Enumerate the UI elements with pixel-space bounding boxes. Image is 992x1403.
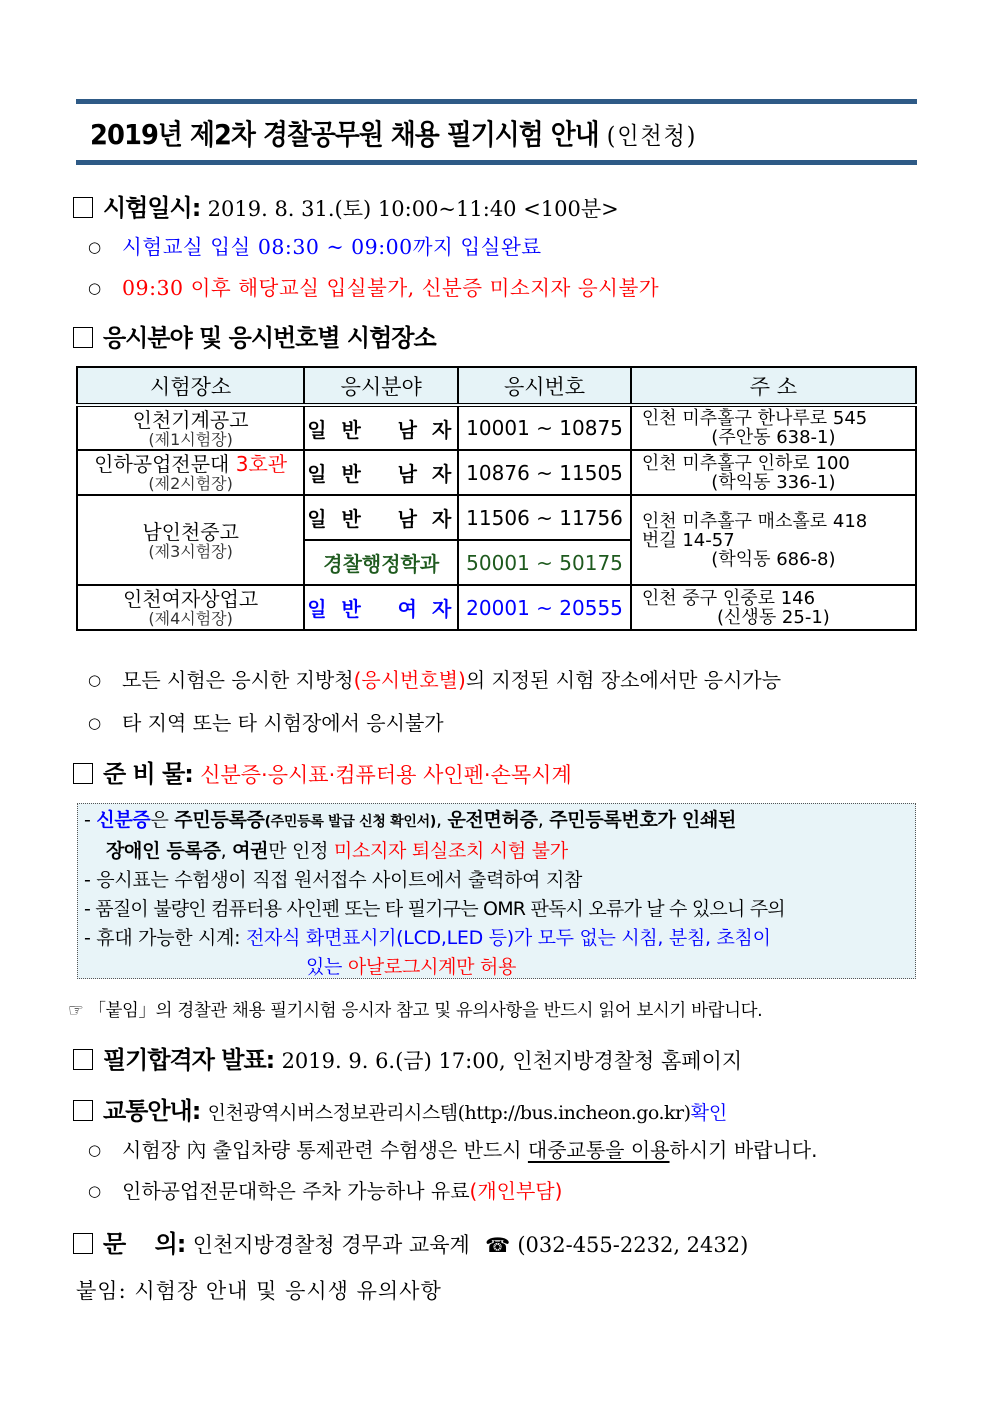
venue-name-text: 인하공업전문대 xyxy=(94,452,230,476)
bullet-text: 09:30 이후 해당교실 입실불가, 신분증 미소지자 응시불가 xyxy=(122,276,660,300)
column-header-address: 주 소 xyxy=(631,367,916,405)
bullet-text: 모든 시험은 응시한 지방청 xyxy=(122,668,354,692)
transport-bullet-public xyxy=(88,1134,817,1163)
address-dong: (주안동 638-1) xyxy=(711,427,836,448)
watch-allowed: 아날로그시계만 허용 xyxy=(347,956,517,978)
bullet-text-end: 하시기 바랍니다. xyxy=(669,1138,818,1162)
address-cell xyxy=(631,495,916,585)
term-disability-card: 장애인 등록증 xyxy=(106,840,221,862)
category-cell: 일 반 남 자 xyxy=(304,405,458,450)
section-heading: 응시분야 및 응시번호별 시험장소 xyxy=(103,324,436,352)
address-line: 인천 중구 인중로 146 xyxy=(641,587,816,609)
numbers-cell: 20001 ~ 20555 xyxy=(458,585,631,630)
bullet-text-end: 의 지정된 시험 장소에서만 응시가능 xyxy=(465,668,782,692)
venue-cell xyxy=(77,495,304,585)
address-dong: (신생동 25-1) xyxy=(717,606,830,628)
text: , xyxy=(435,809,448,831)
table-row xyxy=(77,405,916,450)
transport-value: 인천광역시버스정보관리시스템(http://bus.incheon.go.kr) xyxy=(207,1102,691,1124)
venue-sub: (제3시험장) xyxy=(148,541,233,561)
venue-name xyxy=(78,453,303,475)
document-title-block xyxy=(76,99,917,165)
note-pen: - 품질이 불량인 컴퓨터용 사인펜 또는 타 필기구는 OMR 판독시 오류가 날 수 있으니 주의 xyxy=(84,898,785,920)
column-header-numbers: 응시번호 xyxy=(458,367,631,405)
circle-bullet-icon: ○ xyxy=(88,1141,102,1159)
venue-sub: (제2시험장) xyxy=(148,474,233,493)
supplies-value: 신분증·응시표·컴퓨터용 사인펜·손목시계 xyxy=(200,763,572,787)
section-heading: 필기합격자 발표: xyxy=(103,1046,275,1074)
column-header-category: 응시분야 xyxy=(304,367,458,405)
address-line: 인천 미추홀구 매소홀로 418 xyxy=(641,510,868,532)
bullet-highlight: (응시번호별) xyxy=(353,668,466,692)
term-drivers-license: 운전면허증 xyxy=(447,809,538,831)
circle-bullet-icon: ○ xyxy=(88,238,102,256)
address-line: 인천 미추홀구 인하로 100 xyxy=(641,452,850,474)
bullet-text: 시험장 內 출입차량 통제관련 수험생은 반드시 xyxy=(122,1138,528,1162)
address-line-continued: 번길 14-57 xyxy=(641,529,735,551)
text: 은 xyxy=(150,809,175,831)
numbers-cell: 11506 ~ 11756 xyxy=(458,495,631,540)
section-supplies xyxy=(73,754,572,789)
phone-icon: ☎ xyxy=(485,1233,511,1257)
transport-bullet-parking xyxy=(88,1175,562,1204)
watch-rule-cont: 있는 xyxy=(306,956,348,978)
term-passport: 여권 xyxy=(232,840,269,862)
category-cell: 일 반 남 자 xyxy=(304,495,458,540)
category-cell: 경찰행정학과 xyxy=(304,540,458,585)
dash: - xyxy=(84,809,91,831)
table-row xyxy=(77,585,916,630)
venue-sub: (제4시험장) xyxy=(148,609,233,628)
address-dong: (학익동 336-1) xyxy=(711,471,836,493)
checkbox-square-icon xyxy=(73,327,93,348)
address-cell xyxy=(631,405,916,450)
title-bottom-rule xyxy=(76,160,917,165)
column-header-venue: 시험장소 xyxy=(77,367,304,405)
numbers-cell: 10876 ~ 11505 xyxy=(458,450,631,495)
venue-bullet-no-other xyxy=(88,707,444,736)
circle-bullet-icon: ○ xyxy=(88,279,102,297)
category-cell: 일 반 여 자 xyxy=(304,585,458,630)
section-heading: 시험일시: xyxy=(103,194,201,222)
section-heading: 문 의: xyxy=(103,1230,186,1258)
checkbox-square-icon xyxy=(73,197,93,218)
section-transport xyxy=(73,1091,727,1126)
term-id-card: 신분증 xyxy=(96,809,151,831)
table-row xyxy=(77,450,916,495)
venue-bullet-assigned xyxy=(88,664,781,693)
attachment-reminder: ☞ 「붙임」의 경찰관 채용 필기시험 응시자 참고 및 유의사항을 반드시 읽어 보시기 바랍니다. xyxy=(68,1001,763,1021)
bullet-underlined: 대중교통을 이용 xyxy=(527,1138,670,1162)
circle-bullet-icon: ○ xyxy=(88,1182,102,1200)
address-cell xyxy=(631,450,916,495)
checkbox-square-icon xyxy=(73,1049,93,1070)
watch-rule: 전자식 화면표시기(LCD,LED 등)가 모두 없는 시침, 분침, 초침이 xyxy=(246,927,771,949)
section-exam-datetime xyxy=(73,188,619,223)
venue-name: 남인천중고 xyxy=(142,519,239,544)
note-watch-cont xyxy=(84,953,915,982)
id-warning: 미소지자 퇴실조치 시험 불가 xyxy=(333,840,568,862)
exam-datetime-value: 2019. 8. 31.(토) 10:00~11:40 <100분> xyxy=(207,197,619,221)
bullet-text: 시험교실 입실 08:30 ~ 09:00까지 입실완료 xyxy=(122,235,542,259)
venue-name: 인천여자상업고 xyxy=(123,587,259,611)
text: , xyxy=(537,809,550,831)
circle-bullet-icon: ○ xyxy=(88,671,102,689)
term-rrn-printed: 주민등록번호가 인쇄된 xyxy=(549,809,737,831)
address-line: 인천 미추홀구 한나루로 545 xyxy=(641,408,868,429)
numbers-cell: 10001 ~ 10875 xyxy=(458,405,631,450)
notes-box xyxy=(77,803,916,979)
title-top-rule xyxy=(76,99,917,104)
watch-label: - 휴대 가능한 시계: xyxy=(84,927,246,949)
numbers-cell: 50001 ~ 50175 xyxy=(458,540,631,585)
section-heading: 교통안내: xyxy=(103,1097,201,1125)
venue-cell xyxy=(77,405,304,450)
note-id-card-cont xyxy=(84,837,915,866)
bullet-highlight: (개인부담) xyxy=(469,1179,563,1203)
venue-cell xyxy=(77,450,304,495)
title-main: 2019년 제2차 경찰공무원 채용 필기시험 안내 xyxy=(90,118,599,151)
exam-bullet-entry-time xyxy=(88,230,542,260)
attachment-line: 붙임: 시험장 안내 및 응시생 유의사항 xyxy=(76,1279,442,1303)
category-cell: 일 반 남 자 xyxy=(304,450,458,495)
inquiry-phone: (032-455-2232, 2432) xyxy=(517,1233,749,1257)
document-title xyxy=(90,113,697,153)
table-row xyxy=(77,495,916,540)
table-header-row xyxy=(77,367,916,405)
inquiry-value: 인천지방경찰청 경무과 교육계 xyxy=(192,1233,470,1257)
circle-bullet-icon: ○ xyxy=(88,714,102,732)
results-value: 2019. 9. 6.(금) 17:00, 인천지방경찰청 홈페이지 xyxy=(281,1049,743,1073)
venues-table xyxy=(76,366,917,631)
checkbox-square-icon xyxy=(73,1100,93,1121)
venue-cell xyxy=(77,585,304,630)
section-results xyxy=(73,1040,742,1075)
transport-link[interactable]: 확인 xyxy=(690,1102,728,1124)
section-inquiry xyxy=(73,1224,748,1259)
venue-name: 인천기계공고 xyxy=(132,407,249,432)
resident-card-note: (주민등록 발급 신청 확인서) xyxy=(264,814,436,830)
checkbox-square-icon xyxy=(73,763,93,784)
venue-building-note: 3호관 xyxy=(235,452,288,476)
title-sub: (인천청) xyxy=(606,122,698,150)
text: , xyxy=(220,840,233,862)
exam-bullet-late-entry xyxy=(88,271,659,301)
note-ticket: - 응시표는 수험생이 직접 원서접수 사이트에서 출력하여 지참 xyxy=(84,869,583,891)
bullet-text: 인하공업전문대학은 주차 가능하나 유료 xyxy=(122,1179,470,1203)
note-id-card xyxy=(84,806,915,837)
text: 만 인정 xyxy=(268,840,334,862)
section-venues xyxy=(73,318,436,353)
address-dong: (학익동 686-8) xyxy=(711,548,836,570)
venue-sub: (제1시험장) xyxy=(148,429,233,449)
checkbox-square-icon xyxy=(73,1233,93,1254)
bullet-text: 타 지역 또는 타 시험장에서 응시불가 xyxy=(122,711,444,735)
note-watch xyxy=(84,924,915,953)
address-cell xyxy=(631,585,916,630)
term-resident-card: 주민등록증 xyxy=(174,809,265,831)
section-heading: 준 비 물: xyxy=(103,760,193,788)
